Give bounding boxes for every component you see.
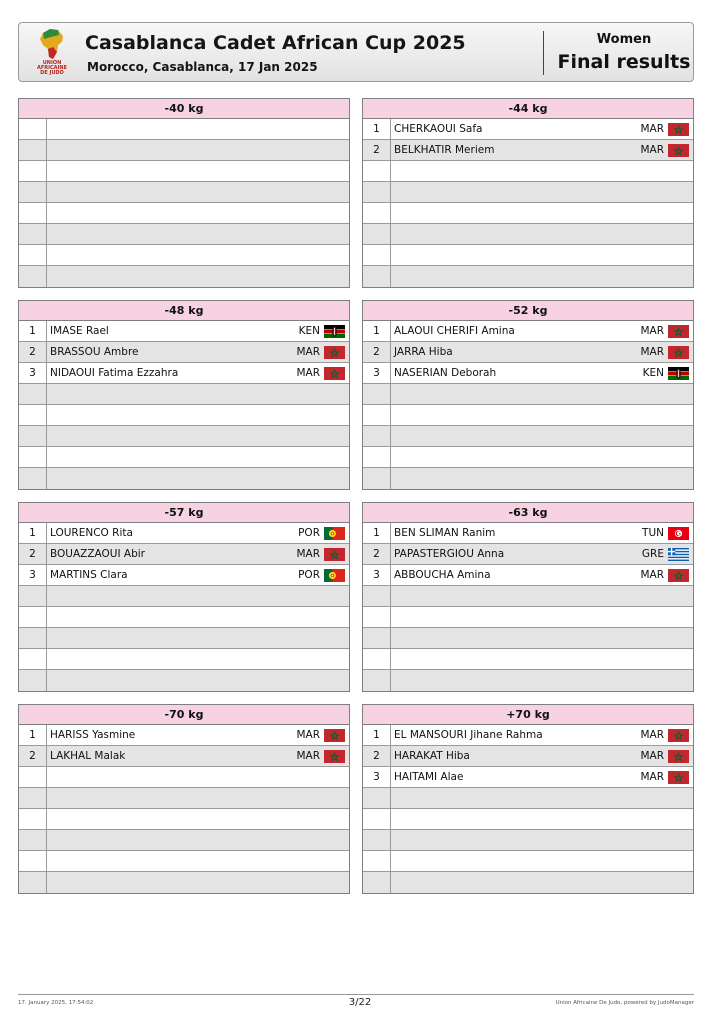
result-row (19, 523, 349, 544)
rank-cell (363, 426, 391, 446)
result-row (363, 565, 693, 586)
result-row (363, 872, 693, 893)
rank-cell (363, 586, 391, 606)
rank-cell (19, 405, 47, 425)
result-row (19, 119, 349, 140)
athlete-name: EL MANSOURI Jihane Rahma (394, 729, 543, 741)
rank-cell: 1 (363, 119, 391, 139)
result-row (19, 628, 349, 649)
rank-cell: 1 (19, 523, 47, 543)
athlete-name: PAPASTERGIOU Anna (394, 548, 505, 560)
weight-category-table (362, 300, 694, 490)
gender-label: Women (596, 32, 652, 47)
rank-cell (19, 447, 47, 467)
result-row (363, 224, 693, 245)
event-location-date: Morocco, Casablanca, 17 Jan 2025 (87, 60, 318, 74)
nation-code: MAR (296, 346, 320, 358)
nation-code: MAR (296, 367, 320, 379)
flag-ken-icon (324, 325, 345, 338)
rank-cell (19, 872, 47, 893)
rank-cell: 3 (363, 767, 391, 787)
flag-mar-icon (668, 771, 689, 784)
weight-category-table (18, 98, 350, 288)
weight-category-table (362, 502, 694, 692)
result-row (19, 468, 349, 489)
result-row (19, 447, 349, 468)
athlete-name: ABBOUCHA Amina (394, 569, 491, 581)
result-row (19, 321, 349, 342)
rank-cell (363, 670, 391, 691)
rank-cell (19, 203, 47, 223)
weight-category-title: -57 kg (19, 503, 349, 523)
nation-code: KEN (298, 325, 320, 337)
rank-cell (19, 119, 47, 139)
result-row (19, 245, 349, 266)
result-row (363, 321, 693, 342)
nation-code: GRE (641, 548, 664, 560)
rank-cell (363, 245, 391, 265)
rank-cell: 2 (363, 342, 391, 362)
rank-cell (363, 851, 391, 871)
result-row (363, 468, 693, 489)
rank-cell (19, 140, 47, 160)
union-africaine-judo-logo: UNION AFRICAINE DE JUDO (37, 27, 67, 77)
result-row (363, 140, 693, 161)
result-row (363, 767, 693, 788)
weight-category-title: -52 kg (363, 301, 693, 321)
nation-code: MAR (640, 123, 664, 135)
rank-cell (19, 182, 47, 202)
rank-cell (363, 447, 391, 467)
result-row (363, 363, 693, 384)
flag-mar-icon (668, 729, 689, 742)
athlete-name: NIDAOUI Fatima Ezzahra (50, 367, 179, 379)
rank-cell (19, 670, 47, 691)
athlete-name: HARISS Yasmine (50, 729, 136, 741)
result-row (363, 203, 693, 224)
rank-cell (363, 809, 391, 829)
nation-code: MAR (296, 548, 320, 560)
weight-category-title: -70 kg (19, 705, 349, 725)
rank-cell (19, 628, 47, 648)
rank-cell (363, 872, 391, 893)
footer-timestamp: 17. January 2025, 17:54:02 (18, 1000, 94, 1006)
athlete-name: BELKHATIR Meriem (394, 144, 495, 156)
result-row (363, 447, 693, 468)
athlete-name: LOURENCO Rita (50, 527, 133, 539)
nation-code: MAR (640, 144, 664, 156)
result-row (19, 342, 349, 363)
rank-cell: 2 (19, 746, 47, 766)
flag-mar-icon (668, 325, 689, 338)
result-row (363, 628, 693, 649)
rank-cell (19, 384, 47, 404)
rank-cell: 3 (19, 363, 47, 383)
nation-code: MAR (640, 729, 664, 741)
header-divider (543, 31, 544, 75)
flag-mar-icon (324, 367, 345, 380)
rank-cell (19, 830, 47, 850)
event-title: Casablanca Cadet African Cup 2025 (85, 32, 466, 54)
result-row (19, 266, 349, 287)
rank-cell (363, 405, 391, 425)
weight-category-title: -63 kg (363, 503, 693, 523)
nation-code: MAR (640, 325, 664, 337)
rank-cell: 1 (363, 523, 391, 543)
athlete-name: NASERIAN Deborah (394, 367, 497, 379)
rank-cell: 2 (363, 746, 391, 766)
athlete-name: ALAOUI CHERIFI Amina (394, 325, 515, 337)
rank-cell (19, 809, 47, 829)
result-row (363, 809, 693, 830)
result-row (363, 161, 693, 182)
result-row (363, 670, 693, 691)
result-row (363, 788, 693, 809)
flag-ken-icon (668, 367, 689, 380)
result-row (19, 872, 349, 893)
result-row (19, 746, 349, 767)
rank-cell (363, 788, 391, 808)
result-row (363, 342, 693, 363)
rank-cell (363, 224, 391, 244)
result-row (19, 426, 349, 447)
nation-code: MAR (640, 750, 664, 762)
flag-mar-icon (668, 569, 689, 582)
result-row (363, 586, 693, 607)
result-row (363, 544, 693, 565)
athlete-name: CHERKAOUI Safa (394, 123, 483, 135)
rank-cell (363, 266, 391, 287)
weight-category-table (18, 502, 350, 692)
result-row (363, 649, 693, 670)
flag-gre-icon (668, 548, 689, 561)
rank-cell (363, 161, 391, 181)
result-row (19, 405, 349, 426)
nation-code: MAR (640, 771, 664, 783)
result-row (19, 725, 349, 746)
flag-mar-icon (668, 346, 689, 359)
weight-category-table (18, 704, 350, 894)
weight-category-table (362, 704, 694, 894)
rank-cell: 1 (363, 725, 391, 745)
athlete-name: IMASE Rael (50, 325, 109, 337)
rank-cell: 3 (363, 565, 391, 585)
rank-cell (19, 851, 47, 871)
rank-cell (19, 788, 47, 808)
rank-cell (363, 182, 391, 202)
page-number: 3/22 (348, 997, 372, 1008)
result-row (19, 224, 349, 245)
rank-cell (363, 830, 391, 850)
nation-code: MAR (640, 569, 664, 581)
result-row (19, 544, 349, 565)
rank-cell: 2 (19, 342, 47, 362)
result-row (363, 851, 693, 872)
athlete-name: BRASSOU Ambre (50, 346, 139, 358)
athlete-name: HARAKAT Hiba (394, 750, 470, 762)
rank-cell (19, 426, 47, 446)
rank-cell (363, 607, 391, 627)
results-header (18, 22, 694, 82)
result-row (19, 203, 349, 224)
result-row (363, 245, 693, 266)
result-row (19, 809, 349, 830)
footer-credit: Union Africaine De Judo, powered by JudoManager (555, 1000, 694, 1006)
flag-mar-icon (668, 144, 689, 157)
result-row (363, 405, 693, 426)
rank-cell: 1 (19, 321, 47, 341)
flag-mar-icon (668, 750, 689, 763)
flag-por-icon (324, 569, 345, 582)
result-row (19, 586, 349, 607)
result-row (19, 851, 349, 872)
flag-mar-icon (324, 548, 345, 561)
rank-cell (19, 468, 47, 489)
flag-tun-icon (668, 527, 689, 540)
weight-category-table (362, 98, 694, 288)
result-row (363, 182, 693, 203)
athlete-name: JARRA Hiba (394, 346, 453, 358)
nation-code: MAR (640, 346, 664, 358)
rank-cell (19, 224, 47, 244)
rank-cell (363, 203, 391, 223)
result-row (19, 565, 349, 586)
rank-cell: 2 (363, 140, 391, 160)
result-row (19, 161, 349, 182)
rank-cell: 1 (363, 321, 391, 341)
flag-mar-icon (668, 123, 689, 136)
result-row (19, 140, 349, 161)
rank-cell (19, 245, 47, 265)
rank-cell: 2 (363, 544, 391, 564)
result-row (19, 670, 349, 691)
result-row (363, 523, 693, 544)
final-results-label: Final results (557, 51, 691, 73)
rank-cell (363, 628, 391, 648)
result-row (19, 830, 349, 851)
result-row (363, 119, 693, 140)
rank-cell (363, 384, 391, 404)
result-row (19, 182, 349, 203)
nation-code: KEN (642, 367, 664, 379)
rank-cell (19, 586, 47, 606)
athlete-name: MARTINS Clara (50, 569, 128, 581)
result-row (363, 426, 693, 447)
nation-code: POR (298, 527, 320, 539)
flag-mar-icon (324, 750, 345, 763)
athlete-name: BOUAZZAOUI Abir (50, 548, 146, 560)
rank-cell: 3 (19, 565, 47, 585)
rank-cell: 2 (19, 544, 47, 564)
weight-category-title: -40 kg (19, 99, 349, 119)
rank-cell (19, 161, 47, 181)
athlete-name: BEN SLIMAN Ranim (394, 527, 496, 539)
rank-cell (363, 649, 391, 669)
rank-cell (19, 266, 47, 287)
rank-cell (19, 607, 47, 627)
rank-cell (19, 767, 47, 787)
result-row (363, 607, 693, 628)
rank-cell (363, 468, 391, 489)
result-row (363, 746, 693, 767)
athlete-name: HAITAMI Alae (394, 771, 464, 783)
result-row (19, 607, 349, 628)
result-row (19, 649, 349, 670)
result-row (363, 266, 693, 287)
weight-category-table (18, 300, 350, 490)
weight-category-title: -44 kg (363, 99, 693, 119)
weight-category-title: +70 kg (363, 705, 693, 725)
weight-category-title: -48 kg (19, 301, 349, 321)
footer-divider (18, 994, 694, 995)
result-row (19, 767, 349, 788)
nation-code: POR (298, 569, 320, 581)
flag-mar-icon (324, 346, 345, 359)
result-row (19, 788, 349, 809)
rank-cell: 3 (363, 363, 391, 383)
result-row (363, 830, 693, 851)
result-row (19, 384, 349, 405)
flag-mar-icon (324, 729, 345, 742)
nation-code: TUN (642, 527, 664, 539)
nation-code: MAR (296, 729, 320, 741)
rank-cell: 1 (19, 725, 47, 745)
nation-code: MAR (296, 750, 320, 762)
result-row (19, 363, 349, 384)
rank-cell (19, 649, 47, 669)
result-row (363, 384, 693, 405)
athlete-name: LAKHAL Malak (50, 750, 126, 762)
result-row (363, 725, 693, 746)
flag-por-icon (324, 527, 345, 540)
